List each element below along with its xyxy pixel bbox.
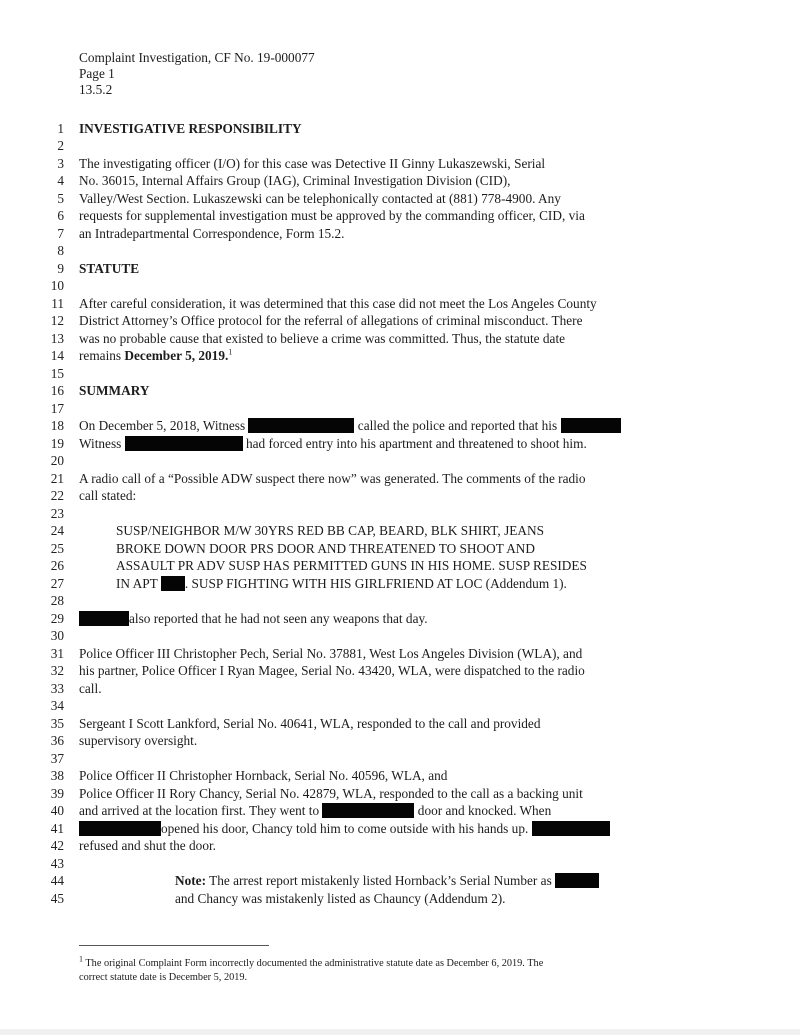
line-number: 21 — [50, 471, 64, 486]
footnote-marker: 1 — [79, 954, 83, 964]
redaction-box — [532, 821, 610, 836]
line-number: 2 — [57, 138, 64, 153]
line-number: 29 — [50, 611, 64, 626]
statute-date: December 5, 2019. — [124, 348, 229, 363]
line-number: 24 — [50, 523, 64, 538]
line-number: 34 — [50, 698, 64, 713]
line-number: 33 — [50, 681, 64, 696]
body-line: Sergeant I Scott Lankford, Serial No. 40641, WLA, responded to the call and provided — [79, 716, 541, 731]
body-line: call stated: — [79, 488, 137, 503]
line-number: 9 — [57, 261, 64, 276]
redaction-box — [161, 576, 185, 591]
line-number: 36 — [50, 733, 64, 748]
body-line: requests for supplemental investigation must be approved by the commanding officer, CID, via — [79, 208, 585, 223]
text-fragment: opened his door, Chancy told him to come outside with his hands up. — [161, 821, 529, 836]
text-fragment: door and knocked. When — [417, 803, 552, 818]
line-number: 38 — [50, 768, 64, 783]
line-number: 4 — [57, 173, 64, 188]
line-number: 35 — [50, 716, 64, 731]
line-number: 6 — [57, 208, 64, 223]
line-number: 42 — [50, 838, 64, 853]
line-number: 17 — [50, 401, 64, 416]
text-fragment: IN APT — [116, 576, 158, 591]
redaction-box — [561, 418, 621, 433]
header-section-line: 13.5.2 — [79, 82, 113, 97]
body-line: Valley/West Section. Lukaszewski can be telephonically contacted at (881) 778-4900. Any — [79, 191, 561, 206]
text-fragment: Witness — [79, 436, 122, 451]
line-number: 11 — [51, 296, 64, 311]
body-line: supervisory oversight. — [79, 733, 198, 748]
body-line: Police Officer II Christopher Hornback, Serial No. 40596, WLA, and — [79, 768, 448, 783]
statute-date-line — [79, 348, 232, 364]
footnote-line — [79, 954, 544, 970]
line-number: 45 — [50, 891, 64, 906]
body-line: Police Officer III Christopher Pech, Serial No. 37881, West Los Angeles Division (WLA), and — [79, 646, 583, 661]
line-number: 7 — [57, 226, 64, 241]
scan-edge — [0, 1029, 800, 1035]
footnote-line: correct statute date is December 5, 2019. — [79, 972, 248, 983]
line-number: 32 — [50, 663, 64, 678]
text-fragment: had forced entry into his apartment and threatened to shoot him. — [245, 436, 587, 451]
line-number: 27 — [50, 576, 64, 591]
text-fragment: The arrest report mistakenly listed Hornback’s Serial Number as — [206, 873, 552, 888]
radio-comment-line — [116, 576, 567, 592]
radio-comment-line: SUSP/NEIGHBOR M/W 30YRS RED BB CAP, BEARD, BLK SHIRT, JEANS — [116, 523, 544, 538]
header-page-line: Page 1 — [79, 66, 115, 81]
body-line: The investigating officer (I/O) for this case was Detective II Ginny Lukaszewski, Serial — [79, 156, 546, 171]
redaction-box — [125, 436, 243, 451]
body-line — [79, 821, 610, 837]
line-number: 19 — [50, 436, 64, 451]
line-number: 10 — [50, 278, 64, 293]
line-number: 22 — [50, 488, 64, 503]
header-case-line: Complaint Investigation, CF No. 19-000077 — [79, 50, 315, 65]
body-line: After careful consideration, it was determined that this case did not meet the Los Angeles County — [79, 296, 597, 311]
redaction-box — [79, 821, 161, 836]
line-number: 1 — [57, 121, 64, 136]
line-number: 23 — [50, 506, 64, 521]
body-line — [79, 803, 551, 819]
line-number: 12 — [50, 313, 64, 328]
line-number: 31 — [50, 646, 64, 661]
line-number: 16 — [50, 383, 64, 398]
line-number: 14 — [50, 348, 64, 363]
body-line — [79, 436, 587, 452]
body-line: District Attorney’s Office protocol for the referral of allegations of criminal misconduct. There — [79, 313, 583, 328]
radio-comment-line: ASSAULT PR ADV SUSP HAS PERMITTED GUNS IN HIS HOME. SUSP RESIDES — [116, 558, 587, 573]
line-number: 26 — [50, 558, 64, 573]
line-number: 8 — [57, 243, 64, 258]
heading-summary: SUMMARY — [79, 383, 150, 398]
body-line: call. — [79, 681, 102, 696]
line-number: 25 — [50, 541, 64, 556]
body-line: No. 36015, Internal Affairs Group (IAG), Criminal Investigation Division (CID), — [79, 173, 511, 188]
heading-investigative-responsibility: INVESTIGATIVE RESPONSIBILITY — [79, 121, 302, 136]
text-fragment: also reported that he had not seen any weapons that day. — [129, 611, 428, 626]
line-number: 43 — [50, 856, 64, 871]
body-line — [79, 418, 621, 434]
body-line: refused and shut the door. — [79, 838, 217, 853]
note-line — [175, 873, 599, 889]
note-label: Note: — [175, 873, 207, 888]
line-number: 44 — [50, 873, 64, 888]
line-number: 41 — [50, 821, 64, 836]
heading-statute: STATUTE — [79, 261, 140, 276]
redaction-box — [248, 418, 354, 433]
line-number: 18 — [50, 418, 64, 433]
text-fragment: called the police and reported that his — [357, 418, 558, 433]
body-line: an Intradepartmental Correspondence, Form 15.2. — [79, 226, 345, 241]
line-number: 15 — [50, 366, 64, 381]
note-line: and Chancy was mistakenly listed as Chauncy (Addendum 2). — [175, 891, 506, 906]
line-number: 28 — [50, 593, 64, 608]
footnote-divider — [79, 945, 269, 946]
redaction-box — [79, 611, 129, 626]
line-number: 30 — [50, 628, 64, 643]
line-number: 13 — [50, 331, 64, 346]
statute-date-prefix: remains — [79, 348, 125, 363]
redaction-box — [322, 803, 414, 818]
text-fragment: . SUSP FIGHTING WITH HIS GIRLFRIEND AT LOC (Addendum 1). — [184, 576, 567, 591]
body-line — [79, 611, 428, 627]
body-line: Police Officer II Rory Chancy, Serial No. 42879, WLA, responded to the call as a backing unit — [79, 786, 583, 801]
body-line: was no probable cause that existed to believe a crime was committed. Thus, the statute date — [79, 331, 566, 346]
body-line: his partner, Police Officer I Ryan Magee, Serial No. 43420, WLA, were dispatched to the radio — [79, 663, 585, 678]
line-number: 39 — [50, 786, 64, 801]
line-number: 20 — [50, 453, 64, 468]
radio-comment-line: BROKE DOWN DOOR PRS DOOR AND THREATENED TO SHOOT AND — [116, 541, 536, 556]
line-number: 5 — [57, 191, 64, 206]
line-number: 40 — [50, 803, 64, 818]
footnote-ref: 1 — [228, 347, 233, 357]
text-fragment: The original Complaint Form incorrectly documented the administrative statute date as December 6, 2019. The — [83, 958, 544, 969]
redaction-box — [555, 873, 599, 888]
line-number: 37 — [50, 751, 64, 766]
line-number: 3 — [57, 156, 64, 171]
text-fragment: and arrived at the location first. They went to — [79, 803, 320, 818]
body-line: A radio call of a “Possible ADW suspect there now” was generated. The comments of the radio — [79, 471, 586, 486]
text-fragment: On December 5, 2018, Witness — [79, 418, 246, 433]
